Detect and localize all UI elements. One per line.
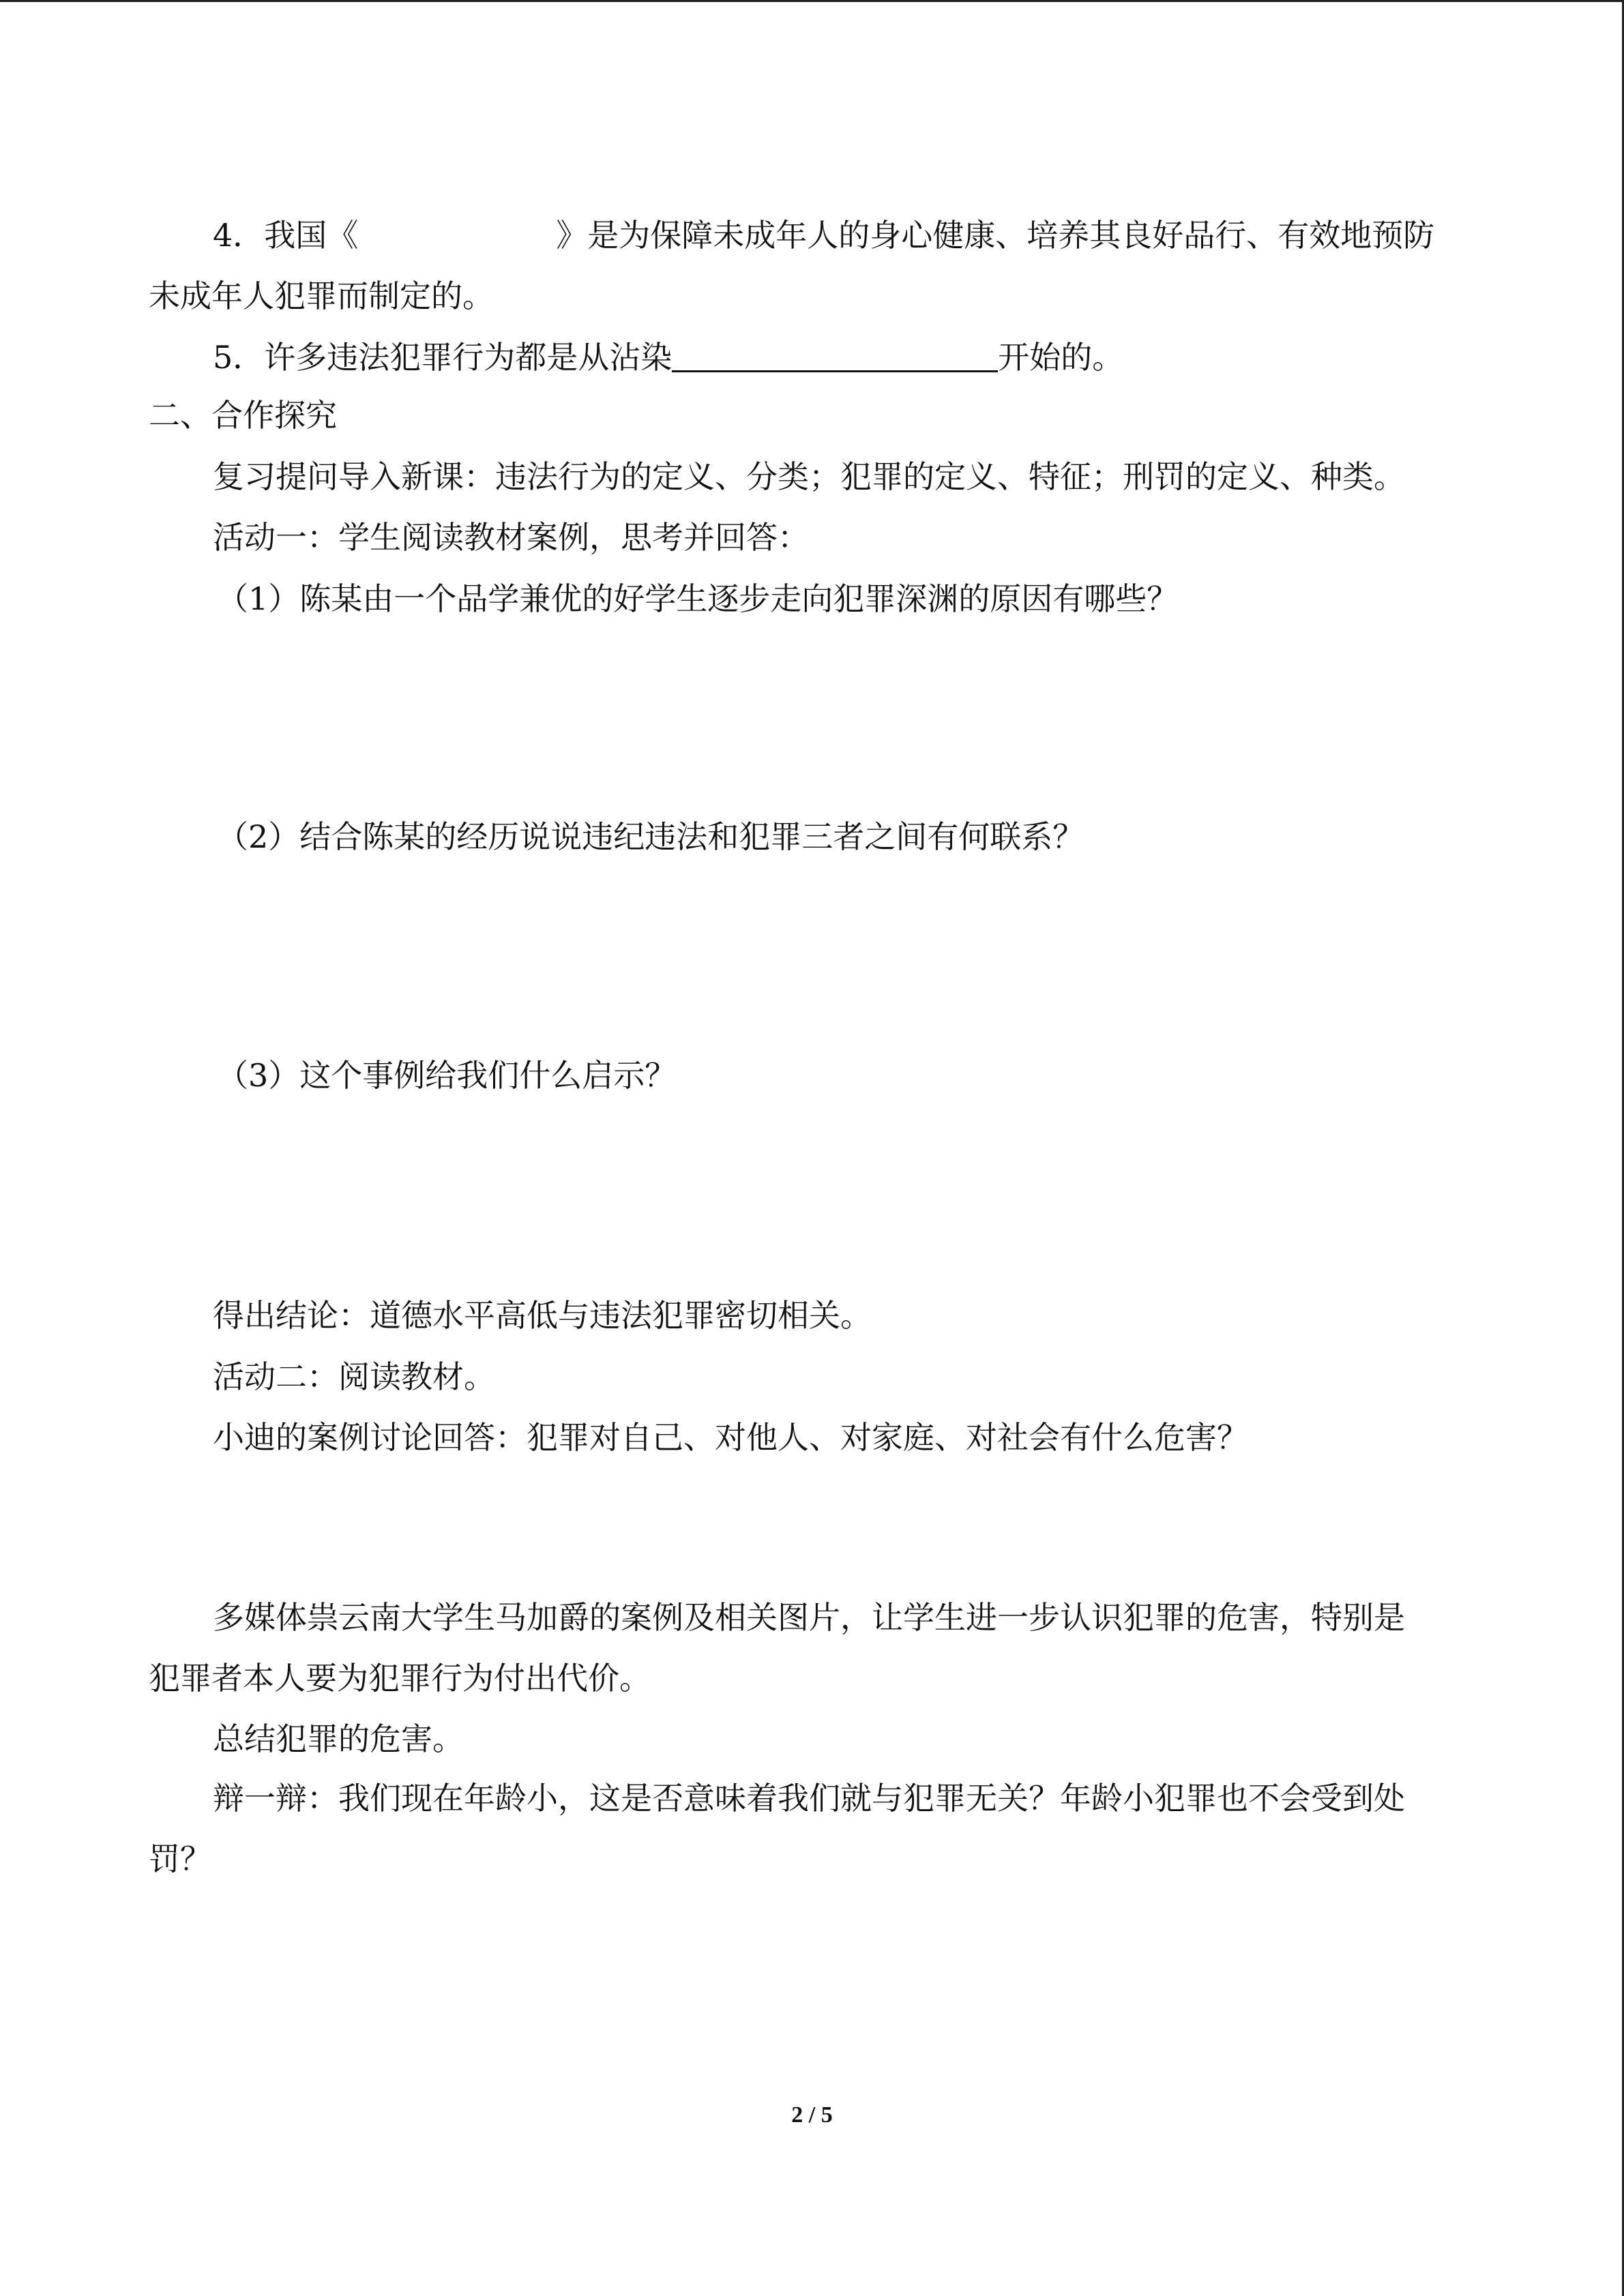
item-5-blank xyxy=(672,339,998,372)
item-4-suffix: 》是为保障未成年人的身心健康、培养其良好品行、有效地预防 xyxy=(556,217,1435,254)
item-4-prefix: 4．我国《 xyxy=(213,217,359,254)
activity-2-prompt: 小迪的案例讨论回答：犯罪对自己、对他人、对家庭、对社会有什么危害？ xyxy=(213,1419,1248,1456)
item-5-prefix: 5．许多违法犯罪行为都是从沾染 xyxy=(213,339,673,376)
page-number: 2 / 5 xyxy=(791,2102,833,2128)
summary-text: 总结犯罪的危害。 xyxy=(213,1720,464,1757)
item-5-suffix: 开始的。 xyxy=(998,339,1124,376)
item-5-line xyxy=(213,337,1123,378)
debate-line-2: 罚？ xyxy=(149,1840,211,1877)
activity-1-title: 活动一：学生阅读教材案例，思考并回答： xyxy=(213,519,809,556)
multimedia-line-1: 多媒体祟云南大学生马加爵的案例及相关图片，让学生进一步认识犯罪的危害，特别是 xyxy=(213,1599,1405,1636)
question-3: （3）这个事例给我们什么启示？ xyxy=(217,1057,677,1094)
intro-text: 复习提问导入新课：违法行为的定义、分类；犯罪的定义、特征；刑罚的定义、种类。 xyxy=(213,458,1405,495)
debate-line-1: 辩一辩：我们现在年龄小，这是否意味着我们就与犯罪无关？年龄小犯罪也不会受到处 xyxy=(213,1780,1405,1817)
question-1: （1）陈某由一个品学兼优的好学生逐步走向犯罪深渊的原因有哪些？ xyxy=(217,580,1179,617)
item-4-line-2: 未成年人犯罪而制定的。 xyxy=(149,278,494,314)
page-top-border xyxy=(0,0,1624,2)
activity-2-title: 活动二：阅读教材。 xyxy=(213,1358,495,1395)
conclusion-text: 得出结论：道德水平高低与违法犯罪密切相关。 xyxy=(213,1297,872,1334)
section-heading: 二、合作探究 xyxy=(149,397,337,434)
multimedia-line-2: 犯罪者本人要为犯罪行为付出代价。 xyxy=(149,1660,651,1697)
item-4-line-1 xyxy=(213,215,1434,256)
question-2: （2）结合陈某的经历说说违纪违法和犯罪三者之间有何联系？ xyxy=(217,818,1084,855)
